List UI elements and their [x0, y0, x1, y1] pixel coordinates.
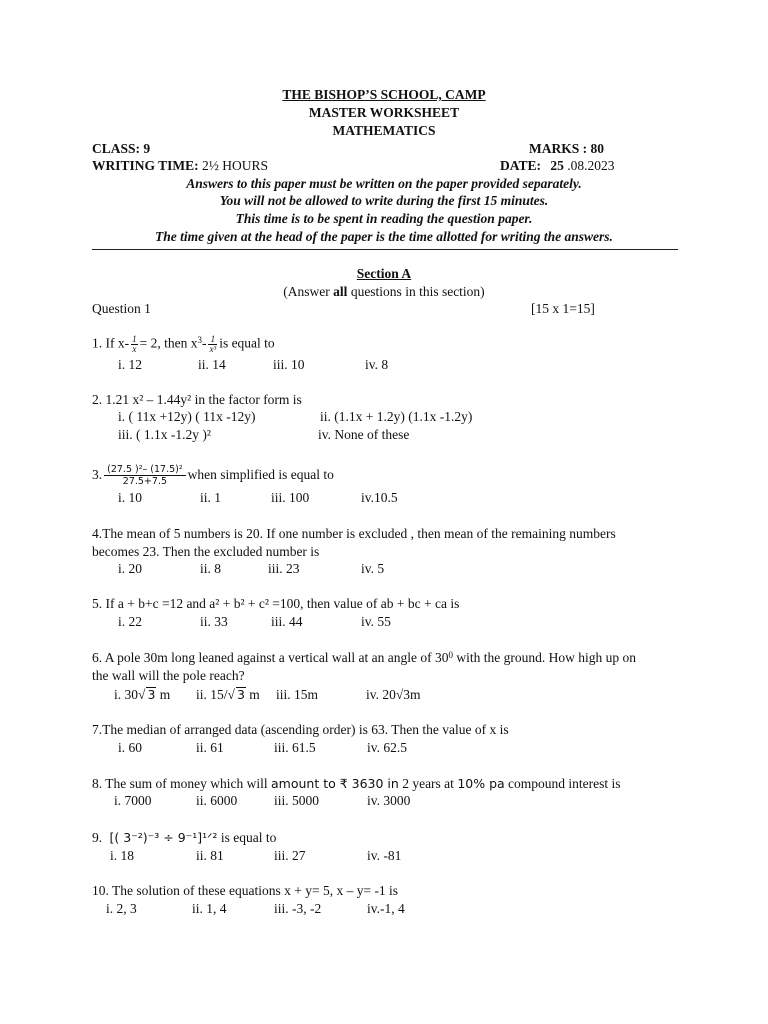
- q3-option: i. 10: [118, 490, 143, 505]
- section-subtitle-post: questions in this section): [347, 284, 485, 299]
- q7-option: i. 60: [118, 740, 143, 755]
- q3-fraction: [104, 464, 186, 487]
- q6-opt2-root: 3: [236, 687, 245, 702]
- instruction-4: The time given at the head of the paper is the time allotted for writing the answers.: [155, 229, 613, 244]
- q6-opt2-pre: ii. 15/: [196, 687, 228, 702]
- q6-opt1-root: 3: [147, 687, 156, 702]
- q1-option: i. 12: [118, 357, 143, 372]
- q6-option: iv. 20√3m: [366, 687, 421, 702]
- q6-option: i. 30√ 3 m: [114, 687, 171, 702]
- q1-stem-mid: = 2, then x: [139, 335, 198, 351]
- q1-frac-den: x: [132, 344, 137, 354]
- q8-option: iv. 3000: [367, 793, 411, 808]
- writing-time-label: WRITING TIME:: [92, 158, 199, 173]
- q9-option: ii. 81: [196, 848, 224, 863]
- q5-option: iii. 44: [271, 614, 303, 629]
- q9-stem-post: is equal to: [220, 830, 277, 845]
- q7-option: iv. 62.5: [367, 740, 407, 755]
- q1-frac-num: 1: [132, 334, 137, 344]
- q6-line1-pre: 6. A pole 30m long leaned against a vertical wall at an angle of 30: [92, 650, 449, 665]
- q6-stem-line1: [92, 650, 636, 666]
- q3-frac-den: 27.5+7.5: [122, 476, 168, 488]
- q3-option: iv.10.5: [361, 490, 398, 505]
- q9-option: i. 18: [110, 848, 135, 863]
- q4-option: i. 20: [118, 561, 143, 576]
- q9-stem: [92, 830, 276, 846]
- q1-fraction: [131, 335, 138, 354]
- q7-option: iii. 61.5: [274, 740, 316, 755]
- date-day: 25: [550, 158, 564, 173]
- q8-option: i. 7000: [114, 793, 152, 808]
- question-marks: [15 x 1=15]: [531, 301, 595, 316]
- q8-stem-rate: 10% pa: [457, 776, 505, 791]
- q3-option: iii. 100: [271, 490, 310, 505]
- q6-option: ii. 15/√ 3 m: [196, 687, 260, 702]
- worksheet-title: MASTER WORKSHEET: [308, 105, 460, 120]
- q2-stem: 2. 1.21 x² – 1.44y² in the factor form is: [92, 392, 302, 407]
- q4-stem-line1: 4.The mean of 5 numbers is 20. If one number is excluded , then mean of the remaining numbers: [92, 526, 616, 541]
- section-subtitle-pre: (Answer: [283, 284, 334, 299]
- q1-option: ii. 14: [198, 357, 226, 372]
- date-label: DATE:: [500, 158, 542, 173]
- q10-option: ii. 1, 4: [192, 901, 227, 916]
- school-name: THE BISHOP’S SCHOOL, CAMP: [282, 87, 486, 102]
- q1-stem: 1. If x- $\frac{1}{x}$ = 2, then $x^3-$ $\frac{1}{\text{x³}}$ is equal to: [92, 334, 275, 354]
- q10-option: i. 2, 3: [106, 901, 137, 916]
- q10-option: iv.-1, 4: [367, 901, 405, 916]
- q5-option: i. 22: [118, 614, 143, 629]
- q4-option: iii. 23: [268, 561, 300, 576]
- q8-stem: [92, 776, 621, 792]
- date-rest: .08.2023: [567, 158, 615, 173]
- q8-stem-pre: 8. The sum of money which will: [92, 776, 271, 791]
- q1-stem-post: is equal to: [219, 335, 275, 351]
- class-label: CLASS: 9: [92, 141, 151, 156]
- q5-option: iv. 55: [361, 614, 391, 629]
- q7-option: ii. 61: [196, 740, 224, 755]
- q6-stem-line2: the wall will the pole reach?: [92, 668, 245, 683]
- question-label: Question 1: [92, 301, 151, 316]
- section-subtitle-bold: all: [333, 284, 348, 299]
- q6-degree: 0: [448, 650, 454, 660]
- q3-option: ii. 1: [200, 490, 222, 505]
- q3-frac-num: (27.5 )²– (17.5)²: [104, 464, 186, 476]
- q9-option: iv. -81: [367, 848, 402, 863]
- date: [500, 158, 615, 174]
- q1-frac2-den: x³: [209, 344, 217, 354]
- q4-option: iv. 5: [361, 561, 385, 576]
- q8-stem-post: compound interest is: [504, 776, 621, 791]
- writing-time-value: 2½ HOURS: [202, 158, 269, 173]
- section-subtitle: [0, 284, 768, 300]
- q10-stem: 10. The solution of these equations x + y= 5, x – y= -1 is: [92, 883, 399, 898]
- q6-line1-post: with the ground. How high up on: [453, 650, 637, 665]
- q3-stem: [92, 460, 334, 490]
- q8-option: iii. 5000: [274, 793, 320, 808]
- q1-sup: 3: [197, 335, 202, 345]
- q8-option: ii. 6000: [196, 793, 238, 808]
- q2-option: iv. None of these: [318, 427, 410, 442]
- q6-opt2-post: m: [245, 687, 260, 702]
- q9-expression: [( 3⁻²)⁻³ ÷ 9⁻¹]¹ᐟ²: [109, 830, 218, 845]
- q10-option: iii. -3, -2: [274, 901, 322, 916]
- q5-option: ii. 33: [200, 614, 228, 629]
- q6-opt1-post: m: [156, 687, 171, 702]
- q9-number: 9.: [92, 830, 103, 845]
- q7-stem: 7.The median of arranged data (ascending order) is 63. Then the value of x is: [92, 722, 509, 737]
- q1-stem-pre: 1. If x-: [92, 335, 130, 351]
- marks-label: MARKS : 80: [529, 141, 604, 156]
- section-title: Section A: [356, 266, 412, 281]
- q9-option: iii. 27: [274, 848, 306, 863]
- instruction-1: Answers to this paper must be written on the paper provided separately.: [186, 176, 582, 191]
- q1-frac2-num: 1: [208, 335, 217, 345]
- instruction-3: This time is to be spent in reading the question paper.: [235, 211, 533, 226]
- subject-title: MATHEMATICS: [332, 123, 436, 138]
- q3-stem-post: when simplified is equal to: [187, 467, 334, 482]
- q3-number: 3.: [92, 467, 103, 482]
- writing-time: [92, 158, 268, 174]
- q1-option: iv. 8: [365, 357, 389, 372]
- q6-opt1-pre: i. 30: [114, 687, 139, 702]
- q2-option: ii. (1.1x + 1.2y) (1.1x -1.2y): [320, 409, 473, 424]
- q8-stem-mid: 2 years at: [398, 776, 458, 791]
- q2-option: i. ( 11x +12y) ( 11x -12y): [118, 409, 256, 424]
- q4-stem-line2: becomes 23. Then the excluded number is: [92, 544, 320, 559]
- instruction-2: You will not be allowed to write during the first 15 minutes.: [219, 193, 549, 208]
- q1-option: iii. 10: [273, 357, 305, 372]
- q5-stem: 5. If a + b+c =12 and a² + b² + c² =100, then value of ab + bc + ca is: [92, 596, 460, 611]
- q8-stem-amount: amount to ₹ 3630 in: [270, 776, 399, 791]
- q6-option: iii. 15m: [276, 687, 319, 702]
- header-divider: [92, 249, 678, 250]
- q4-option: ii. 8: [200, 561, 222, 576]
- q1-fraction-2: [208, 335, 217, 354]
- q2-option: iii. ( 1.1x -1.2y )²: [118, 427, 211, 442]
